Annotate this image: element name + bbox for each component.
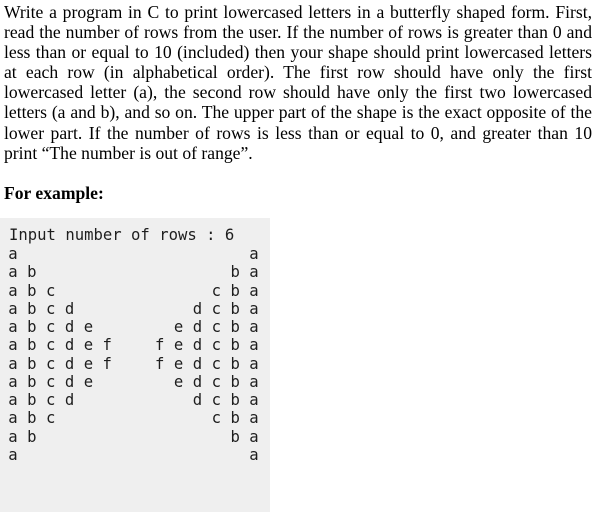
right-letter: a <box>249 318 259 336</box>
butterfly-row <box>0 263 270 281</box>
left-letter: b <box>27 391 37 409</box>
left-letter: a <box>8 409 18 428</box>
right-letter: c <box>211 354 221 373</box>
right-letter: b <box>230 263 240 282</box>
left-letter: b <box>27 299 37 318</box>
left-letter: a <box>8 245 18 263</box>
left-letter: a <box>8 354 18 373</box>
right-letter: c <box>211 318 221 336</box>
left-letter: e <box>83 372 94 391</box>
left-letter: b <box>27 372 37 391</box>
left-letter: c <box>45 354 56 373</box>
right-letter: d <box>192 391 203 409</box>
left-letter: d <box>64 391 75 409</box>
left-letter: c <box>45 299 56 318</box>
right-letter: b <box>230 391 240 409</box>
left-letter: e <box>83 318 94 336</box>
right-letter: c <box>211 299 221 318</box>
input-prompt-line: Input number of rows : 6 <box>9 226 235 244</box>
left-letter: a <box>8 445 18 464</box>
butterfly-row <box>0 446 270 464</box>
left-letter: d <box>64 336 75 355</box>
right-letter: a <box>249 445 259 464</box>
right-letter: b <box>230 299 240 318</box>
left-letter: a <box>8 427 18 446</box>
left-letter: d <box>64 372 75 391</box>
butterfly-row <box>0 428 270 446</box>
right-letter: a <box>249 299 259 318</box>
right-letter: d <box>192 299 203 318</box>
right-letter: d <box>192 336 203 355</box>
left-letter: c <box>45 409 56 428</box>
example-output-box <box>0 218 270 512</box>
butterfly-row <box>0 355 270 373</box>
right-letter: a <box>249 354 259 373</box>
right-letter: b <box>230 318 240 336</box>
right-letter: b <box>230 354 240 373</box>
butterfly-row <box>0 373 270 391</box>
left-letter: b <box>27 354 37 373</box>
butterfly-output <box>0 245 270 464</box>
right-letter: b <box>230 372 240 391</box>
left-letter: f <box>102 336 112 355</box>
butterfly-row <box>0 282 270 300</box>
example-heading: For example: <box>4 183 104 203</box>
right-letter: d <box>192 318 203 336</box>
right-letter: a <box>249 336 259 355</box>
butterfly-row <box>0 409 270 427</box>
left-letter: b <box>27 318 37 336</box>
right-letter: a <box>249 427 259 446</box>
left-letter: d <box>64 354 75 373</box>
right-letter: a <box>249 263 259 282</box>
left-letter: b <box>27 336 37 355</box>
left-letter: c <box>45 336 56 355</box>
right-letter: a <box>249 372 259 391</box>
left-letter: b <box>27 409 37 428</box>
butterfly-row <box>0 245 270 263</box>
right-letter: a <box>249 281 259 300</box>
left-letter: c <box>45 318 56 336</box>
butterfly-row <box>0 300 270 318</box>
left-letter: a <box>8 281 18 300</box>
left-letter: c <box>45 372 56 391</box>
left-letter: a <box>8 299 18 318</box>
right-letter: c <box>211 409 221 428</box>
left-letter: b <box>27 281 37 300</box>
right-letter: a <box>249 391 259 409</box>
right-letter: d <box>192 372 203 391</box>
left-letter: b <box>27 427 37 446</box>
right-letter: d <box>192 354 203 373</box>
left-letter: e <box>83 354 94 373</box>
left-letter: f <box>102 354 112 373</box>
butterfly-row <box>0 391 270 409</box>
left-letter: d <box>64 299 75 318</box>
right-letter: b <box>230 281 240 300</box>
left-letter: c <box>45 391 56 409</box>
left-letter: a <box>8 391 18 409</box>
left-letter: a <box>8 263 18 282</box>
right-letter: e <box>173 354 184 373</box>
right-letter: c <box>211 281 221 300</box>
right-letter: e <box>173 372 184 391</box>
left-letter: c <box>45 281 56 300</box>
right-letter: c <box>211 372 221 391</box>
right-letter: a <box>249 245 259 263</box>
left-letter: a <box>8 318 18 336</box>
left-letter: e <box>83 336 94 355</box>
left-letter: a <box>8 336 18 355</box>
right-letter: f <box>155 354 165 373</box>
left-letter: d <box>64 318 75 336</box>
problem-statement: Write a program in C to print lowercased letters in a butterfly shaped form. First, read the number of rows from the user. If the number of rows is greater than 0 and less than or equal to 10 (included) then your shape should print lowercased letters at each row (in alphabetical order). The first row should have only the first lowercased letter (a), the second row should have only the first two lowercased letters (a and b), and so on. The upper part of the shape is the exact opposite of the lower part. If the number of rows is less than or equal to 0, and greater than 10 print “The number is out of range”. <box>4 2 592 163</box>
right-letter: c <box>211 391 221 409</box>
left-letter: b <box>27 263 37 282</box>
left-letter: a <box>8 372 18 391</box>
right-letter: b <box>230 427 240 446</box>
right-letter: c <box>211 336 221 355</box>
butterfly-row <box>0 336 270 354</box>
right-letter: e <box>173 336 184 355</box>
right-letter: b <box>230 336 240 355</box>
right-letter: f <box>155 336 165 355</box>
butterfly-row <box>0 318 270 336</box>
right-letter: b <box>230 409 240 428</box>
right-letter: e <box>173 318 184 336</box>
right-letter: a <box>249 409 259 428</box>
